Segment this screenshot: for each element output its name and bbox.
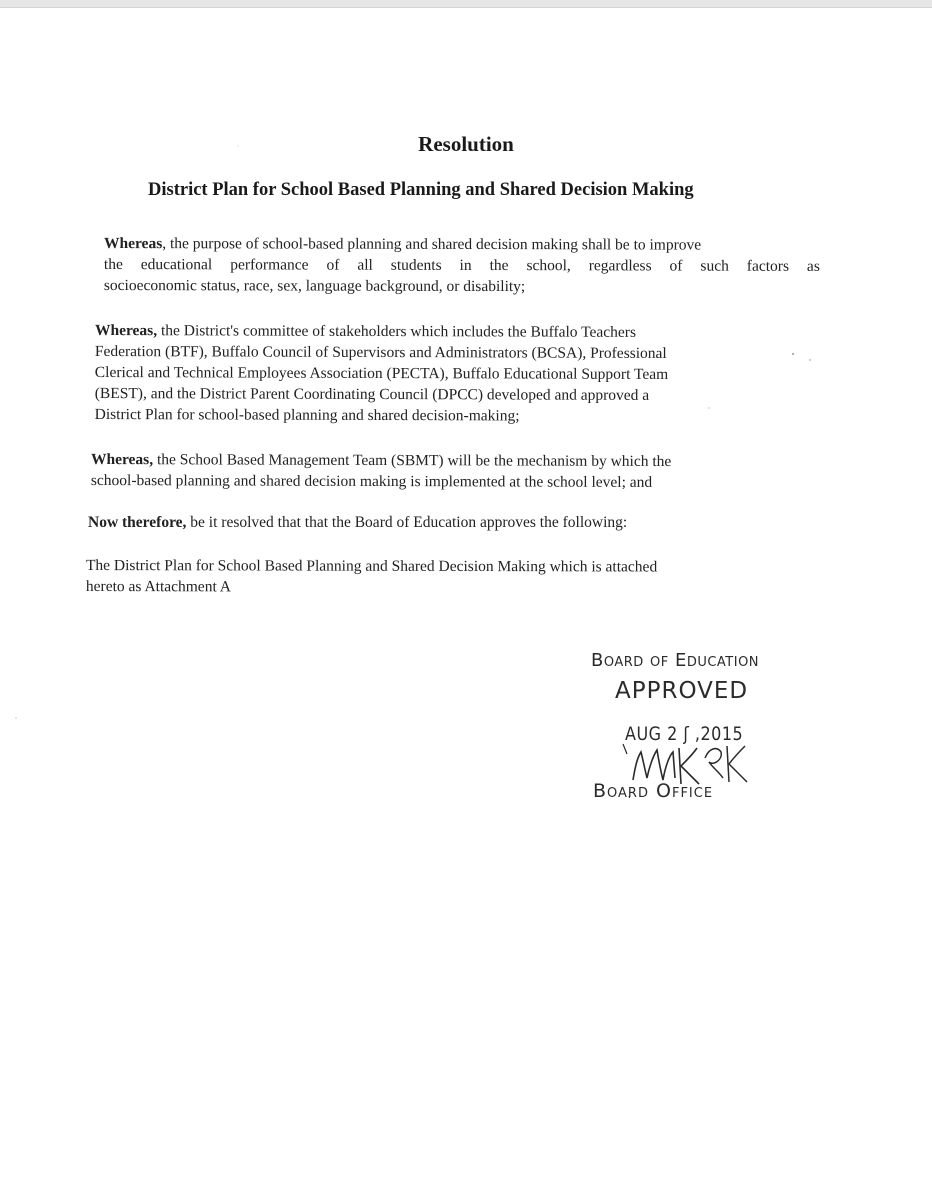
- paragraph-lead: Whereas,: [90, 451, 154, 469]
- stamp-board-office: Board Office: [593, 780, 714, 802]
- paragraph-line: socioeconomic status, race, sex, language background, or disability;: [103, 276, 526, 296]
- paragraph-line: The District Plan for School Based Planning and Shared Decision Making which is attached: [85, 557, 658, 576]
- scanned-document-page: [0, 8, 932, 1204]
- word: regardless: [588, 257, 652, 275]
- stamp-approved: APPROVED: [615, 678, 749, 704]
- word: of: [326, 256, 340, 274]
- word: educational: [140, 256, 213, 274]
- paragraph-line: District Plan for school-based planning and shared decision-making;: [94, 405, 520, 425]
- word: of: [669, 257, 683, 275]
- stamp-date: AUG 2 ʃ ,2015: [625, 722, 744, 745]
- paragraph-line-rest: be it resolved that that the Board of Education approves the following:: [186, 514, 628, 531]
- paragraph-line: school-based planning and shared decision making is implemented at the school level; and: [90, 471, 653, 491]
- word: students: [390, 256, 442, 274]
- word: performance: [230, 256, 309, 274]
- document-subtitle: District Plan for School Based Planning and Shared Decision Making: [148, 180, 694, 200]
- stamp-board-of-education: Board of Education: [591, 650, 760, 671]
- scan-noise: [0, 8, 932, 1204]
- paragraph-line-rest: , the purpose of school-based planning and shared decision making shall be to improve: [162, 235, 702, 254]
- word: the: [103, 255, 123, 274]
- paragraph-line: (BEST), and the District Parent Coordinating Council (DPCC) developed and approved a: [94, 384, 650, 404]
- word: school,: [526, 257, 571, 275]
- word: as: [806, 257, 820, 275]
- window-top-strip: [0, 0, 932, 8]
- word: the: [489, 257, 509, 275]
- paragraph-line: hereto as Attachment A: [85, 577, 232, 596]
- paragraph-line: Federation (BTF), Buffalo Council of Supervisors and Administrators (BCSA), Professional: [94, 342, 667, 362]
- word: factors: [746, 257, 790, 275]
- word: all: [357, 256, 373, 274]
- document-title: Resolution: [418, 132, 514, 156]
- paragraph-lead: Whereas: [103, 235, 163, 253]
- paragraph-line-rest: the District's committee of stakeholders which includes the Buffalo Teachers: [157, 322, 637, 341]
- paragraph-lead: Whereas,: [94, 322, 158, 340]
- word: such: [700, 257, 729, 275]
- word: in: [459, 256, 472, 274]
- paragraph-line: Clerical and Technical Employees Association (PECTA), Buffalo Educational Support Team: [94, 363, 669, 384]
- paragraph-line-rest: the School Based Management Team (SBMT) will be the mechanism by which the: [153, 451, 672, 471]
- paragraph-lead: Now therefore,: [88, 514, 187, 531]
